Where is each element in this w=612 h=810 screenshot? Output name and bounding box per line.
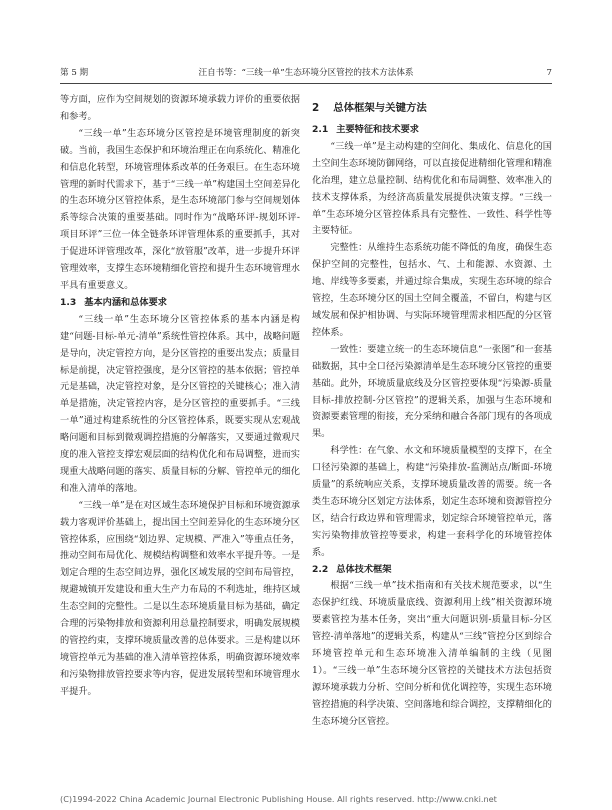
page-number: 7 xyxy=(546,68,552,78)
paragraph: 一致性：要建立统一的生态环境信息“一张图”和一套基础数据，其中全口径污染源清单是生态环境分区管控的重要基础。此外，环境质量底线及分区管控要体现“污染源-质量目标-排放控制-分区管控”的逻辑关系，加强与生态环境和资源要素管理的衔接，充分采纳和融合各部门现有的各项成果。 xyxy=(312,343,552,440)
section-title: 基本内涵和总体要求 xyxy=(84,296,167,308)
paragraph: 完整性：从维持生态系统功能不降低的角度，确保生态保护空间的完整性，包括水、气、土和能源、水资源、土地、岸线等多要素，并通过综合集成，实现生态环境的综合管控，生态环境分区的国土空间全覆盖，不留白，构建与区域发展和保护相协调、与实际环境管理需求相匹配的分区管控体系。 xyxy=(312,242,552,338)
section-heading-2-2 xyxy=(312,562,552,579)
running-header xyxy=(60,66,552,80)
paragraph: “三线一单”是在对区域生态环境保护目标和环境资源承载力客观评价基础上，提出国土空间差异化的生态环境分区管控体系，应围绕“划边界、定规模、严准入”等重点任务，推动空间布局优化、规模结构调整和效率水平提升等。一是划定合理的生态空间边界，强化区域发展的空间布局管控，规避城镇开发建设和重大生产力布局的不利选址，维持区域生态空间的完整性。二是以生态环境质量目标为基础，确定合理的污染物排放和资源利用总量控制要求，明确发展规模的管控约束，支撑环境质量改善的总体要求。三是构建以环境管控单元为基础的准入清单管控体系，明确资源环境效率和污染物排放管控要求等内容，促进发展转型和环境管理水平提升。 xyxy=(60,499,300,697)
section-number: 1.3 xyxy=(60,296,77,308)
right-column xyxy=(312,92,552,731)
copyright-footer: (C)1994-2022 China Academic Journal Electronic Publishing House. All rights reserved. http://www.cnki.net xyxy=(60,794,497,804)
section-title: 总体技术框架 xyxy=(336,563,392,575)
paragraph: 科学性：在气象、水文和环境质量模型的支撑下，在全口径污染源的基础上，构建“污染排放-监测站点/断面-环境质量”的系统响应关系，支撑环境质量改善的需要。统一各类生态环境分区划定方法体系，划定生态环境和资源管控分区，结合行政边界和管理需求，划定综合环境管控单元，落实污染物排放管控等要求，构建一套科学化的环境管控体系。 xyxy=(312,445,552,558)
paragraph: 等方面，应作为空间规划的资源环境承载力评价的重要依据和参考。 xyxy=(60,94,300,122)
section-heading-2 xyxy=(312,100,552,116)
section-title: 总体框架与关键方法 xyxy=(333,102,427,114)
left-column xyxy=(60,92,300,701)
section-heading-1-3 xyxy=(60,295,300,312)
issue-number: 第 5 期 xyxy=(60,68,89,78)
header-rule xyxy=(60,83,552,84)
running-title: 汪自书等：“三线一单”生态环境分区管控的技术方法体系 xyxy=(198,68,414,78)
section-heading-2-1 xyxy=(312,122,552,139)
section-number: 2.1 xyxy=(312,124,329,135)
section-number: 2 xyxy=(312,102,320,114)
section-title: 主要特征和技术要求 xyxy=(336,124,419,135)
section-number: 2.2 xyxy=(312,563,329,575)
paragraph: 根据“三线一单”技术指南和有关技术规范要求，以“生态保护红线、环境质量底线、资源利用上线”相关资源环境要素管控为基本任务，突出“重大问题识别-质量目标-分区管控-清单落地”的逻辑关系，构建从“三线”管控分区到综合环境管控单元和生态环境准入清单编制的主线（见图 1）。“三线一单”生态环境分区管控的关键技术方法包括资源环境承载力分析、空间分析和优化调控等，实现生态环境管控措施的科学决策、空间落地和综合调控，支撑精细化的生态环境分区管控。 xyxy=(312,580,552,727)
paragraph: “三线一单”是主动构建的空间化、集成化、信息化的国土空间生态环境防御网络，可以直接促进精细化管理和精准化治理，建立总量控制、结构优化和布局调整、效率准入的技术支撑体系，为经济高质量发展提供决策支撑。“三线一单”生态环境分区管控体系具有完整性、一致性、科学性等主要特征。 xyxy=(312,140,552,237)
paragraph: “三线一单”生态环境分区管控体系的基本内涵是构建“问题-目标-单元-清单”系统性管控体系。其中，战略问题是导向，决定管控方向，是分区管控的重要出发点；质量目标是前提，决定管控强度，是分区管控的基本依据；管控单元是基础，决定管控对象，是分区管控的关键核心；准入清单是措施，决定管控内容，是分区管控的重要抓手。“三线一单”通过构建系统性的分区管控体系，既要实现从宏观战略问题和目标到微观调控措施的分解落实，又要通过微观尺度的准入管控支撑宏观层面的结构优化和布局调整，进而实现重大战略问题的落实、质量目标的分解、管控单元的细化和准入清单的落地。 xyxy=(60,313,300,494)
paragraph: “三线一单”生态环境分区管控是环境管理制度的新突破。当前，我国生态保护和环境治理正在向系统化、精准化和信息化转型，环境管理体系改革的任务艰巨。在生态环境管理的新时代需求下，基于“三线一单”构建国土空间差异化的生态环境分区管控体系，是生态环境部门参与空间规划体系等综合决策的重要基础。同时作为“战略环评-规划环评-项目环评”三位一体全链条环评管理体系的重要抓手，其对于促进环评管理改革，深化“放管服”改革，进一步提升环评管理效率，支撑生态环境精细化管控和提升生态环境管理水平具有重要意义。 xyxy=(60,127,300,291)
